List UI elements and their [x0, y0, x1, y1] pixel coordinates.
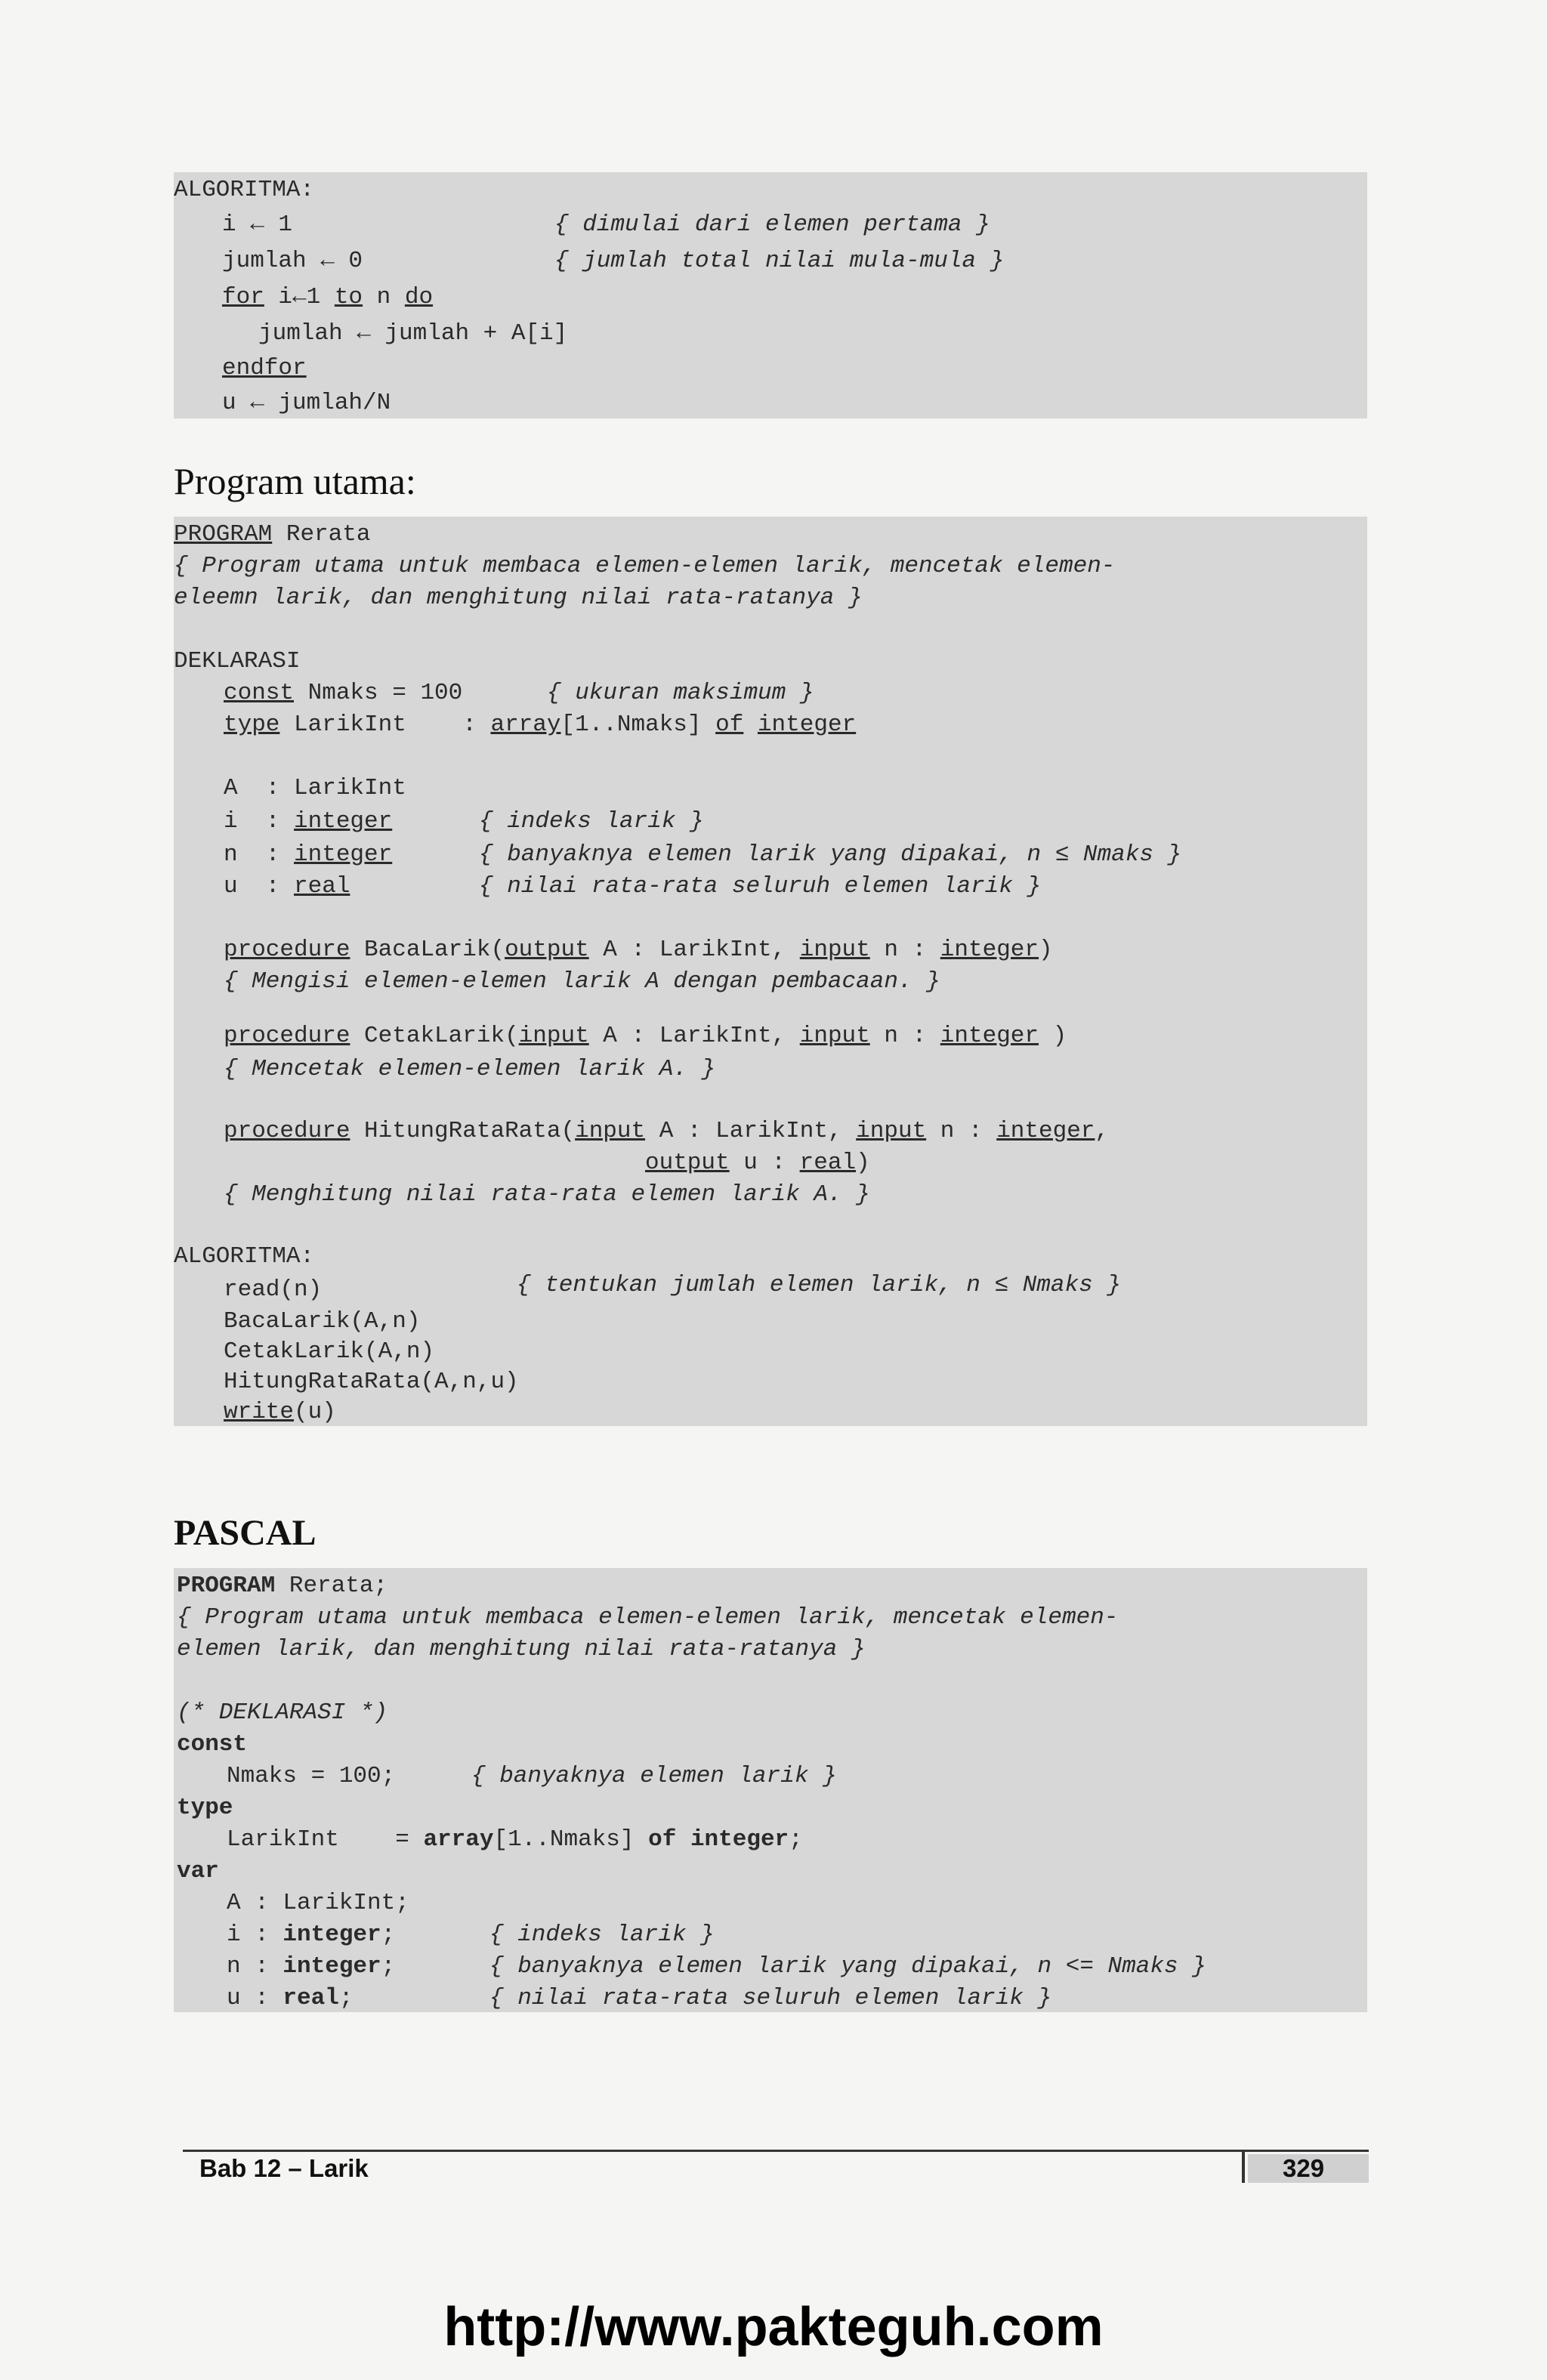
keyword-write: write: [224, 1399, 295, 1425]
program-block: [174, 517, 1367, 1426]
keyword-to: to: [334, 284, 363, 310]
footer-chapter-title: Bab 12 – Larik: [199, 2154, 369, 2182]
keyword-integer: integer: [690, 1826, 789, 1853]
keyword-const: const: [224, 680, 295, 706]
site-url: http://www.pakteguh.com: [443, 2297, 1104, 2357]
footer-rule: [183, 2150, 1369, 2152]
header-comment: { Program utama untuk membaca elemen-elemen larik, mencetak elemen-: [177, 1604, 1119, 1631]
type-line: LarikInt = array[1..Nmaks] of integer;: [227, 1826, 803, 1853]
algorithm-block: [174, 172, 1367, 418]
code-comment: { Mencetak elemen-elemen larik A. }: [224, 1056, 716, 1082]
code-comment: { dimulai dari elemen pertama }: [554, 211, 990, 238]
keyword-integer: integer: [757, 712, 857, 738]
procedure-line: procedure BacaLarik(output A : LarikInt, input n : integer): [224, 937, 1053, 963]
keyword-var: var: [177, 1858, 219, 1885]
var-line: n : integer: [224, 841, 393, 868]
program-line: PROGRAM Rerata;: [177, 1573, 388, 1599]
type-line: type LarikInt : array[1..Nmaks] of integer: [224, 712, 857, 738]
procedure-line: procedure HitungRataRata(input A : LarikInt, input n : integer,: [224, 1118, 1110, 1144]
header-comment: elemen larik, dan menghitung nilai rata-ratanya }: [177, 1636, 866, 1662]
pascal-block: [174, 1568, 1367, 2012]
var-line: n : integer;: [227, 1953, 396, 1980]
code-line: u ← jumlah/N: [222, 390, 391, 416]
keyword-of: of: [648, 1826, 677, 1853]
code-line: i ← 1: [222, 211, 293, 238]
procedure-line: procedure CetakLarik(input A : LarikInt, input n : integer ): [224, 1023, 1067, 1049]
var-line: i : integer: [224, 808, 393, 835]
for-line: for i←1 to n do: [222, 284, 434, 310]
keyword-of: of: [715, 712, 744, 738]
algoritma-label: ALGORITMA:: [174, 177, 315, 203]
code-comment: { nilai rata-rata seluruh elemen larik }: [489, 1985, 1052, 2011]
var-line: A : LarikInt: [224, 775, 406, 801]
keyword-endfor: endfor: [222, 355, 307, 381]
program-line: PROGRAM Rerata: [174, 521, 371, 548]
code-comment: { Mengisi elemen-elemen larik A dengan pembacaan. }: [224, 968, 940, 995]
code-line: CetakLarik(A,n): [224, 1338, 435, 1365]
code-line: jumlah ← jumlah + A[i]: [258, 320, 568, 347]
keyword-array: array: [490, 712, 561, 738]
const-line: const Nmaks = 100: [224, 680, 463, 706]
keyword-const: const: [177, 1731, 248, 1758]
var-line: A : LarikInt;: [227, 1890, 409, 1916]
keyword-program: PROGRAM: [177, 1573, 276, 1599]
write-line: write(u): [224, 1399, 336, 1425]
var-line: u : real;: [227, 1985, 354, 2011]
code-comment: { banyaknya elemen larik yang dipakai, n ≤ Nmaks }: [479, 841, 1182, 868]
var-line: i : integer;: [227, 1922, 396, 1948]
keyword-type: type: [177, 1795, 233, 1821]
code-line: BacaLarik(A,n): [224, 1308, 421, 1335]
header-comment: eleemn larik, dan menghitung nilai rata-ratanya }: [174, 585, 863, 611]
keyword-program: PROGRAM: [174, 521, 273, 548]
code-comment: { jumlah total nilai mula-mula }: [554, 248, 1005, 274]
code-comment: { nilai rata-rata seluruh elemen larik }: [479, 873, 1042, 900]
code-comment: { banyaknya elemen larik yang dipakai, n <= Nmaks }: [489, 1953, 1206, 1980]
code-line: HitungRataRata(A,n,u): [224, 1369, 519, 1395]
var-line: u : real: [224, 873, 350, 900]
code-comment: { ukuran maksimum }: [547, 680, 814, 706]
code-comment: { indeks larik }: [489, 1922, 715, 1948]
header-comment: { Program utama untuk membaca elemen-elemen larik, mencetak elemen-: [174, 553, 1116, 579]
section-heading-program-utama: Program utama:: [174, 460, 416, 502]
keyword-for: for: [222, 284, 264, 310]
deklarasi-label: DEKLARASI: [174, 648, 301, 674]
keyword-do: do: [404, 284, 434, 310]
section-heading-pascal: PASCAL: [174, 1513, 317, 1553]
keyword-procedure: procedure: [224, 937, 350, 963]
algoritma-label: ALGORITMA:: [174, 1243, 315, 1270]
code-comment: { indeks larik }: [479, 808, 704, 835]
keyword-procedure: procedure: [224, 1023, 350, 1049]
procedure-line: output u : real): [645, 1150, 870, 1176]
code-comment: { banyaknya elemen larik }: [471, 1763, 837, 1789]
keyword-procedure: procedure: [224, 1118, 350, 1144]
code-comment: { tentukan jumlah elemen larik, n ≤ Nmaks }: [517, 1272, 1121, 1298]
keyword-type: type: [224, 712, 280, 738]
code-line: Nmaks = 100;: [227, 1763, 396, 1789]
code-comment: { Menghitung nilai rata-rata elemen larik A. }: [224, 1181, 870, 1208]
deklarasi-comment: (* DEKLARASI *): [177, 1699, 388, 1726]
code-line: jumlah ← 0: [222, 248, 363, 274]
keyword-array: array: [423, 1826, 494, 1853]
page-number: 329: [1283, 2154, 1325, 2182]
footer-divider: [1242, 2150, 1245, 2183]
code-line: read(n): [224, 1276, 323, 1303]
